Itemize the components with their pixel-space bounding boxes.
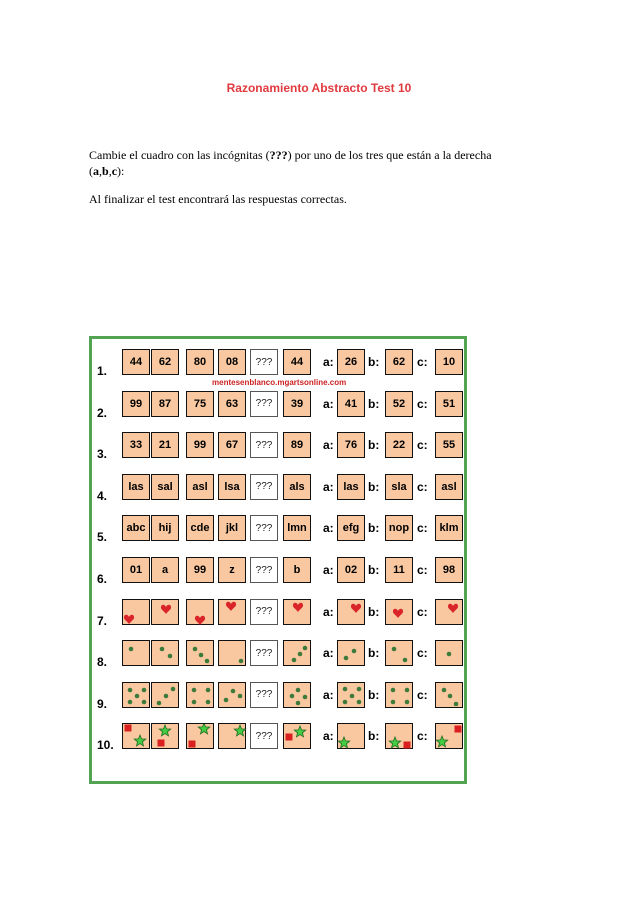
option-label-a: a: (323, 563, 334, 577)
dot-icon (442, 687, 447, 692)
sequence-tile (283, 640, 311, 666)
heart-icon (124, 614, 134, 623)
option-label-c: c: (417, 687, 428, 702)
dot-icon (391, 687, 396, 692)
option-tile[interactable] (435, 682, 463, 708)
unknown-tile: ??? (250, 599, 278, 625)
option-tile[interactable] (385, 723, 413, 749)
test-panel (89, 336, 467, 784)
dot-icon (205, 659, 210, 664)
option-label-a: a: (323, 687, 334, 702)
option-tile[interactable]: sla (385, 474, 413, 500)
option-tile[interactable]: 76 (337, 432, 365, 458)
option-label-b: b: (368, 355, 380, 369)
dot-icon (303, 646, 308, 651)
option-tile[interactable] (435, 723, 463, 749)
dot-icon (142, 687, 147, 692)
sequence-tile: las (122, 474, 150, 500)
sequence-tile (122, 640, 150, 666)
option-tile[interactable] (337, 682, 365, 708)
option-tile[interactable]: las (337, 474, 365, 500)
star-icon (389, 737, 400, 748)
unknown-tile: ??? (250, 349, 278, 375)
row-number: 4. (97, 488, 108, 503)
sequence-tile: 33 (122, 432, 150, 458)
option-tile[interactable] (435, 640, 463, 666)
unknown-tile: ??? (250, 474, 278, 500)
dot-icon (239, 659, 244, 664)
sequence-tile: asl (186, 474, 214, 500)
dot-icon (292, 658, 297, 663)
dot-icon (206, 687, 211, 692)
sequence-tile: 80 (186, 349, 214, 375)
option-label-b: b: (368, 563, 380, 577)
dot-icon (405, 687, 410, 692)
dot-icon (171, 686, 176, 691)
sequence-tile (151, 640, 179, 666)
sequence-tile: a (151, 557, 179, 583)
option-label-b: b: (368, 687, 380, 702)
sequence-tile: 89 (283, 432, 311, 458)
sequence-tile (151, 682, 179, 708)
option-label-c: c: (417, 355, 428, 369)
row-number: 5. (97, 530, 108, 545)
dot-icon (357, 686, 362, 691)
option-tile[interactable]: 10 (435, 349, 463, 375)
sequence-tile (186, 640, 214, 666)
dot-icon (298, 652, 303, 657)
dot-icon (164, 693, 169, 698)
option-label-c: c: (417, 479, 428, 494)
sequence-tile (283, 723, 311, 749)
square-icon (125, 725, 132, 732)
option-tile[interactable]: nop (385, 515, 413, 541)
option-label-b: b: (368, 438, 380, 453)
instructions (89, 147, 559, 219)
option-tile[interactable]: 11 (385, 557, 413, 583)
sequence-tile: hij (151, 515, 179, 541)
sequence-tile: z (218, 557, 246, 583)
heart-icon (293, 602, 303, 611)
option-label-a: a: (323, 521, 334, 536)
option-label-c: c: (417, 521, 428, 536)
sequence-tile: 21 (151, 432, 179, 458)
option-tile[interactable]: asl (435, 474, 463, 500)
option-tile[interactable] (385, 599, 413, 625)
dot-icon (454, 701, 459, 706)
unknown-tile: ??? (250, 640, 278, 666)
dot-icon (296, 687, 301, 692)
option-label-a: a: (323, 355, 334, 369)
instruction-note: Al finalizar el test encontrará las respuestas correctas. (89, 192, 347, 206)
sequence-tile: cde (186, 515, 214, 541)
dot-icon (391, 699, 396, 704)
option-label-c: c: (417, 438, 428, 453)
option-label-a: a: (323, 729, 334, 744)
row-number: 2. (97, 405, 108, 420)
sequence-tile: 99 (186, 557, 214, 583)
star-icon (234, 725, 245, 736)
sequence-tile (122, 599, 150, 625)
dot-icon (296, 700, 301, 705)
option-label-a: a: (323, 438, 334, 453)
option-tile[interactable] (385, 682, 413, 708)
option-tile[interactable]: efg (337, 515, 365, 541)
watermark: mentesenblanco.mgartsonline.com (212, 378, 347, 387)
unknown-tile: ??? (250, 723, 278, 749)
option-tile[interactable] (385, 640, 413, 666)
dot-icon (199, 653, 204, 658)
sequence-tile (283, 599, 311, 625)
heart-icon (351, 603, 361, 612)
sequence-tile (122, 682, 150, 708)
option-label-b: b: (368, 479, 380, 494)
unknown-tile: ??? (250, 515, 278, 541)
unknown-tile: ??? (250, 557, 278, 583)
row-number: 1. (97, 364, 108, 378)
dot-icon (447, 652, 452, 657)
dot-icon (206, 699, 211, 704)
dot-icon (303, 694, 308, 699)
sequence-tile: 44 (283, 349, 311, 375)
option-tile[interactable] (435, 599, 463, 625)
dot-icon (157, 700, 162, 705)
dot-icon (128, 699, 133, 704)
dot-icon (290, 693, 295, 698)
option-label-b: b: (368, 604, 380, 619)
option-label-c: c: (417, 646, 428, 661)
dot-icon (160, 647, 165, 652)
sequence-tile: jkl (218, 515, 246, 541)
dot-icon (357, 699, 362, 704)
sequence-tile: 99 (186, 432, 214, 458)
option-label-c: c: (417, 604, 428, 619)
option-tile[interactable]: 62 (385, 349, 413, 375)
sequence-tile (122, 723, 150, 749)
dot-icon (392, 647, 397, 652)
square-icon (404, 742, 411, 749)
star-icon (198, 724, 209, 734)
row-number: 3. (97, 447, 108, 462)
option-tile[interactable]: 22 (385, 432, 413, 458)
square-icon (189, 741, 196, 748)
dot-icon (192, 687, 197, 692)
option-label-b: b: (368, 521, 380, 536)
dot-icon (343, 686, 348, 691)
dot-icon (405, 699, 410, 704)
row-number: 6. (97, 572, 108, 586)
instruction-line: Cambie el cuadro con las incógnitas (???) por uno de los tres que están a la derecha (a,b,c): (89, 148, 492, 178)
option-tile[interactable]: klm (435, 515, 463, 541)
sequence-tile: 63 (218, 391, 246, 417)
sequence-tile (151, 723, 179, 749)
sequence-tile (218, 723, 246, 749)
unknown-tile: ??? (250, 682, 278, 708)
option-tile[interactable] (337, 599, 365, 625)
option-tile[interactable]: 02 (337, 557, 365, 583)
option-tile[interactable]: 52 (385, 391, 413, 417)
option-tile[interactable]: 51 (435, 391, 463, 417)
sequence-tile: lmn (283, 515, 311, 541)
sequence-tile (186, 682, 214, 708)
dot-icon (352, 649, 357, 654)
sequence-tile: 62 (151, 349, 179, 375)
option-tile[interactable]: 26 (337, 349, 365, 375)
option-label-a: a: (323, 604, 334, 619)
sequence-tile: als (283, 474, 311, 500)
sequence-tile: lsa (218, 474, 246, 500)
dot-icon (128, 687, 133, 692)
option-label-b: b: (368, 396, 380, 411)
unknown-tile: ??? (250, 391, 278, 417)
sequence-tile (218, 599, 246, 625)
sequence-tile (151, 599, 179, 625)
sequence-tile: 39 (283, 391, 311, 417)
heart-icon (161, 604, 171, 613)
row-number: 8. (97, 655, 108, 670)
sequence-tile (218, 640, 246, 666)
sequence-tile: 08 (218, 349, 246, 375)
heart-icon (393, 608, 403, 617)
dot-icon (403, 658, 408, 663)
dot-icon (129, 647, 134, 652)
row-number: 10. (97, 738, 114, 753)
option-label-a: a: (323, 646, 334, 661)
sequence-tile (186, 599, 214, 625)
heart-icon (448, 603, 458, 612)
option-label-a: a: (323, 479, 334, 494)
dot-icon (350, 693, 355, 698)
sequence-tile: 01 (122, 557, 150, 583)
row-number: 7. (97, 613, 108, 628)
star-icon (294, 726, 305, 737)
dot-icon (193, 647, 198, 652)
dot-icon (135, 693, 140, 698)
sequence-tile: 67 (218, 432, 246, 458)
option-label-c: c: (417, 563, 428, 577)
sequence-tile: 87 (151, 391, 179, 417)
dot-icon (142, 699, 147, 704)
star-icon (436, 736, 447, 747)
dot-icon (238, 693, 243, 698)
sequence-tile: sal (151, 474, 179, 500)
sequence-tile (218, 682, 246, 708)
dot-icon (192, 699, 197, 704)
unknown-tile: ??? (250, 432, 278, 458)
option-label-c: c: (417, 729, 428, 744)
sequence-tile: b (283, 557, 311, 583)
option-tile[interactable] (337, 640, 365, 666)
option-tile[interactable] (337, 723, 365, 749)
sequence-tile: 44 (122, 349, 150, 375)
square-icon (158, 740, 165, 747)
star-icon (134, 735, 145, 746)
option-tile[interactable]: 98 (435, 557, 463, 583)
dot-icon (168, 654, 173, 659)
sequence-tile (186, 723, 214, 749)
dot-icon (224, 697, 229, 702)
square-icon (455, 726, 462, 733)
option-label-b: b: (368, 646, 380, 661)
dot-icon (343, 699, 348, 704)
heart-icon (195, 615, 205, 624)
option-label-a: a: (323, 396, 334, 411)
dot-icon (231, 688, 236, 693)
star-icon (338, 737, 349, 748)
row-number: 9. (97, 696, 108, 711)
sequence-tile: abc (122, 515, 150, 541)
heart-icon (226, 601, 236, 610)
option-label-c: c: (417, 396, 428, 411)
sequence-tile (283, 682, 311, 708)
option-tile[interactable]: 41 (337, 391, 365, 417)
sequence-tile: 99 (122, 391, 150, 417)
star-icon (159, 725, 170, 736)
sequence-tile: 75 (186, 391, 214, 417)
dot-icon (344, 656, 349, 661)
option-label-b: b: (368, 729, 380, 744)
dot-icon (448, 693, 453, 698)
option-tile[interactable]: 55 (435, 432, 463, 458)
square-icon (286, 734, 293, 741)
page-title: Razonamiento Abstracto Test 10 (226, 81, 412, 95)
